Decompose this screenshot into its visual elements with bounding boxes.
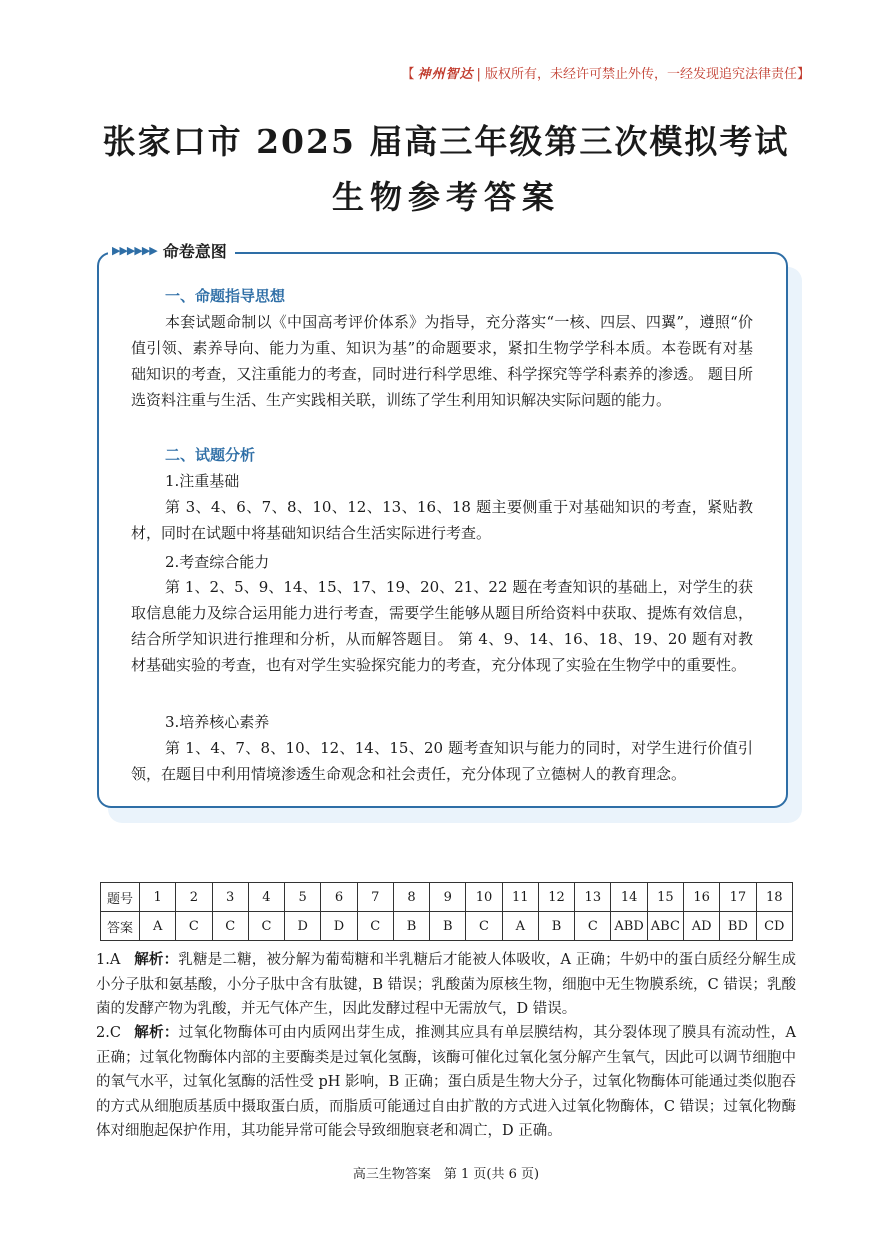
point-title-basics: 1.注重基础 — [165, 472, 240, 490]
question-number: 8 — [393, 883, 429, 912]
question-number: 2 — [176, 883, 212, 912]
section-heading-analysis: 二、试题分析 — [165, 446, 256, 464]
question-number: 4 — [248, 883, 284, 912]
answer-cell: C — [466, 912, 502, 941]
question-number: 10 — [466, 883, 502, 912]
intent-title: 命卷意图 — [162, 241, 227, 261]
copyright-text: | 版权所有，未经许可禁止外传，一经发现追究法律责任】 — [476, 67, 810, 82]
page-footer: 高三生物答案 第 1 页(共 6 页) — [352, 1167, 540, 1182]
question-number: 17 — [720, 883, 756, 912]
question-number: 9 — [430, 883, 466, 912]
copyright-notice — [401, 63, 810, 82]
explanation-number: 1.A — [96, 952, 121, 968]
explanation-keyword: 解析： — [134, 1024, 179, 1041]
question-number: 11 — [502, 883, 538, 912]
answer-title: 生物参考答案 — [331, 178, 560, 216]
answer-cell: A — [502, 912, 538, 941]
answer-cell: ABD — [611, 912, 647, 941]
explanation-number: 2.C — [96, 1025, 121, 1041]
answer-cell: C — [575, 912, 611, 941]
explanation-2 — [96, 1021, 796, 1144]
answer-cell: A — [140, 912, 176, 941]
copyright-open: 【 — [401, 67, 415, 82]
point-text-basics: 第 3、4、6、7、8、10、12、13、16、18 题主要侧重于对基础知识的考查，紧贴教材，同时在试题中将基础知识结合生活实际进行考查。 — [131, 498, 753, 542]
question-number: 18 — [756, 883, 792, 912]
intent-label — [108, 239, 235, 261]
point-text-ability: 第 1、2、5、9、14、15、17、19、20、21、22 题在考查知识的基础上，对学生的获取信息能力及综合运用能力进行考查，需要学生能够从题目所给资料中获取、提炼有效信息，结合所学知识进行推理和分析，从而解答题目。 第 4、9、14、16、18、19、20 题有对教材基础实验的考查，也有对学生实验探究能力的考查，充分体现了实验在生物学中的重要性。 — [131, 578, 753, 674]
row-header: 答案 — [101, 912, 140, 941]
answer-cell: B — [393, 912, 429, 941]
brand-logo: 神州智达 — [417, 67, 474, 82]
explanation-1 — [96, 948, 796, 1022]
question-number: 7 — [357, 883, 393, 912]
answer-row — [101, 912, 793, 941]
row-header: 题号 — [101, 883, 140, 912]
arrow-icon: ▶▶▶▶▶▶ — [112, 243, 157, 257]
question-number-row — [101, 883, 793, 912]
question-number: 12 — [538, 883, 574, 912]
answer-cell: D — [285, 912, 321, 941]
answer-cell: ABC — [647, 912, 683, 941]
explanation-text: 乳糖是二糖，被分解为葡萄糖和半乳糖后才能被人体吸收，A 正确；牛奶中的蛋白质经分解生成小分子肽和氨基酸，小分子肽中含有肽键，B 错误；乳酸菌为原核生物，细胞中无生物膜系统，C 错误；乳酸菌的发酵产物为乳酸，并无气体产生，因此发酵过程中无需放气，D 错误。 — [96, 952, 797, 1017]
question-number: 13 — [575, 883, 611, 912]
explanation-keyword: 解析： — [134, 951, 179, 968]
answer-cell: B — [430, 912, 466, 941]
question-number: 3 — [212, 883, 248, 912]
answer-cell: C — [212, 912, 248, 941]
question-number: 6 — [321, 883, 357, 912]
point-title-ability: 2.考查综合能力 — [165, 553, 270, 571]
exam-title: 张家口市 2025 届高三年级第三次模拟考试 — [102, 122, 790, 161]
point-text-literacy: 第 1、4、7、8、10、12、14、15、20 题考查知识与能力的同时，对学生进行价值引领，在题目中利用情境渗透生命观念和社会责任，充分体现了立德树人的教育理念。 — [131, 739, 753, 783]
answer-cell: BD — [720, 912, 756, 941]
answer-cell: AD — [683, 912, 719, 941]
answer-cell: B — [538, 912, 574, 941]
answer-table — [100, 882, 793, 941]
answer-cell: C — [176, 912, 212, 941]
question-number: 5 — [285, 883, 321, 912]
guiding-paragraph: 本套试题命制以《中国高考评价体系》为指导，充分落实“一核、四层、四翼”，遵照“价值引领、素养导向、能力为重、知识为基”的命题要求，紧扣生物学学科本质。本卷既有对基础知识的考查，又注重能力的考查，同时进行科学思维、科学探究等学科素养的渗透。 题目所选资料注重与生活、生产实践相关联，训练了学生利用知识解决实际问题的能力。 — [131, 313, 753, 409]
point-title-literacy: 3.培养核心素养 — [165, 713, 270, 731]
answer-cell: C — [357, 912, 393, 941]
answer-cell: D — [321, 912, 357, 941]
section-heading-guiding: 一、命题指导思想 — [165, 287, 286, 305]
question-number: 14 — [611, 883, 647, 912]
question-number: 15 — [647, 883, 683, 912]
answer-cell: C — [248, 912, 284, 941]
explanation-text: 过氧化物酶体可由内质网出芽生成，推测其应具有单层膜结构，其分裂体现了膜具有流动性，A 正确；过氧化物酶体内部的主要酶类是过氧化氢酶，该酶可催化过氧化氢分解产生氧气，因此可以调节细胞中的氧气水平，过氧化氢酶的活性受 pH 影响，B 正确；蛋白质是生物大分子，过氧化物酶体可能通过类似胞吞的方式从细胞质基质中摄取蛋白质，而脂质可能通过自由扩散的方式进入过氧化物酶体，C 错误；过氧化物酶体对细胞起保护作用，其功能异常可能会导致细胞衰老和凋亡，D 正确。 — [96, 1025, 796, 1139]
question-number: 16 — [683, 883, 719, 912]
answer-cell: CD — [756, 912, 792, 941]
question-number: 1 — [140, 883, 176, 912]
